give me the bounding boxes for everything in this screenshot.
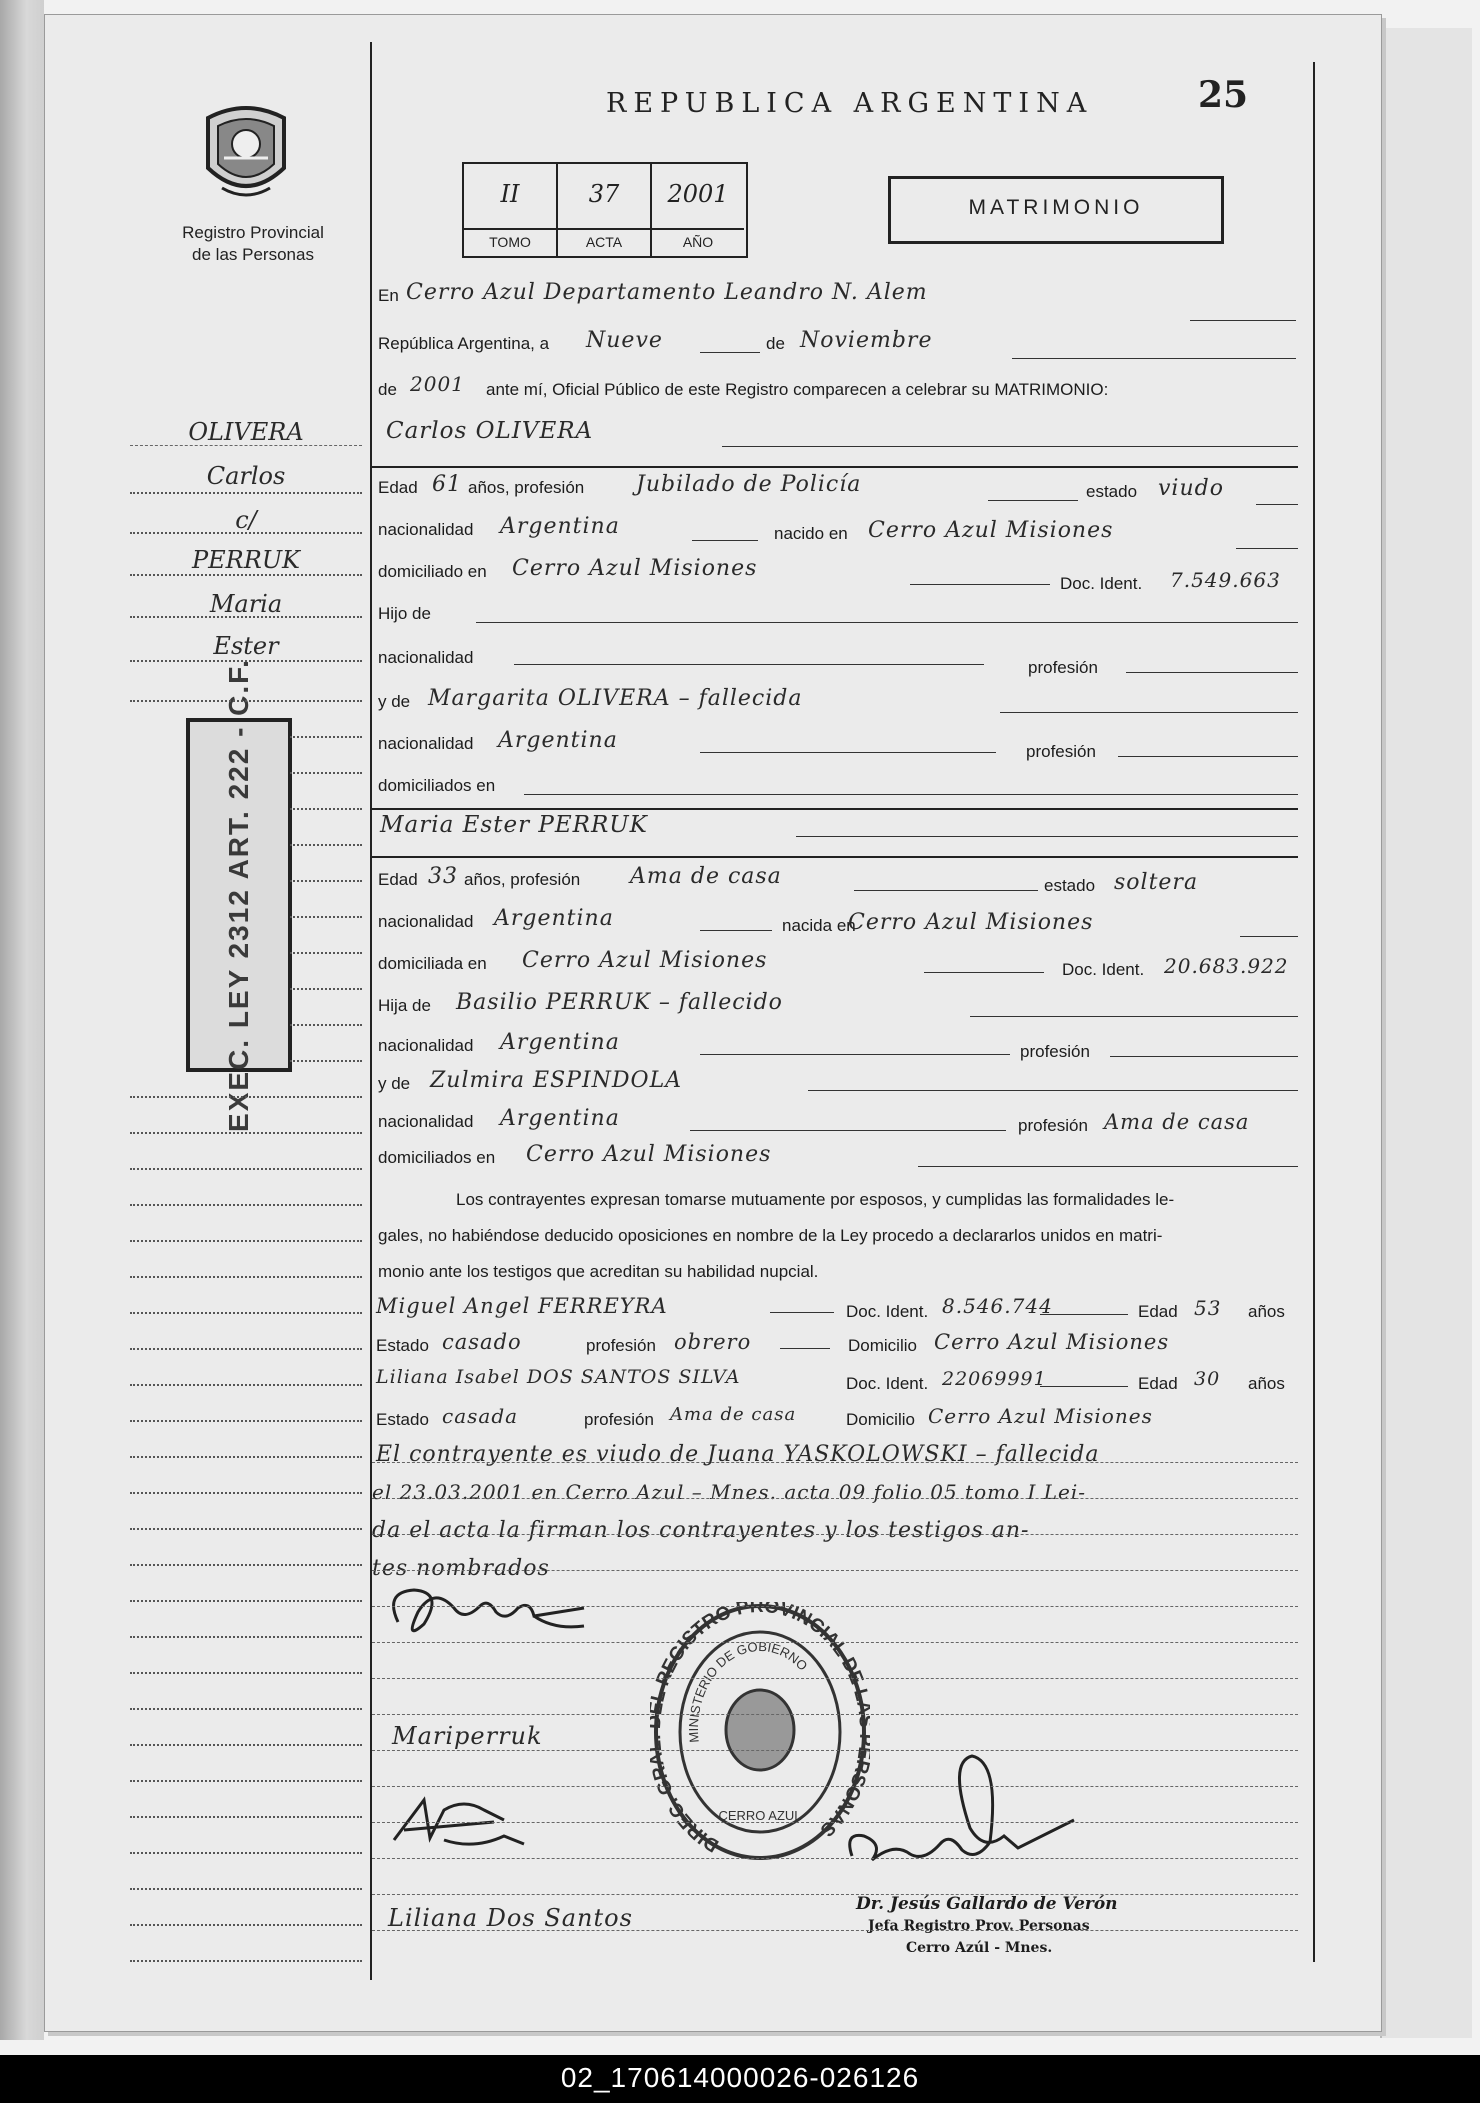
groom-profession: Jubilado de Policía: [636, 472, 862, 497]
groom-mother: Margarita OLIVERA – fallecida: [428, 686, 803, 711]
de2-label: de: [378, 380, 397, 399]
bride-mother-nat: Argentina: [500, 1106, 620, 1131]
groom-edad-label: Edad: [378, 478, 418, 497]
groom-hijo-label: Hijo de: [378, 604, 431, 623]
ruled-line: [130, 1888, 362, 1890]
intro-tail: ante mí, Oficial Público de este Registro comparecen a celebrar su MATRIMONIO:: [486, 380, 1109, 399]
witness2-age: 30: [1194, 1368, 1221, 1390]
margin-conjunction: c/: [235, 506, 257, 534]
ruled-line: [290, 808, 362, 810]
bride-domicile: Cerro Azul Misiones: [522, 948, 768, 973]
ruled-line: [130, 1636, 362, 1638]
ruled-line: [130, 1312, 362, 1314]
marriage-month: Noviembre: [800, 328, 933, 353]
ruled-line: [130, 1564, 362, 1566]
bride-estado-label: estado: [1044, 876, 1096, 895]
groom-mother-nac-label: nacionalidad: [378, 734, 474, 753]
margin-stamp: [186, 658, 292, 1132]
bride-nacida-label: nacida en: [782, 916, 856, 935]
notes-line-1: El contrayente es viudo de Juana YASKOLOWSKI – fallecida: [376, 1442, 1100, 1467]
acta-cell: [558, 164, 652, 256]
record-type-box: [888, 176, 1224, 244]
margin-surname-2: PERRUK: [192, 546, 300, 574]
witness2-doc-label: Doc. Ident.: [846, 1374, 929, 1393]
witness1-anos-label: años: [1248, 1302, 1285, 1321]
official-title: Jefa Registro Prov. Personas: [868, 1918, 1090, 1934]
ruled-line: [130, 1816, 362, 1818]
book-spine: [0, 0, 44, 2040]
ruled-line: [290, 1024, 362, 1026]
ruled-line: [130, 1744, 362, 1746]
official-seal: [650, 1602, 870, 1877]
bride-mother-prof: Ama de casa: [1104, 1110, 1250, 1134]
ruled-line: [130, 1528, 362, 1530]
ruled-line: [372, 1858, 1298, 1859]
witness1-doc: 8.546.744: [942, 1294, 1053, 1318]
registry-line-1: Registro Provincial: [182, 223, 324, 242]
ruled-line: [372, 1570, 1298, 1571]
witness1-prof-label: profesión: [586, 1336, 656, 1355]
bride-edad-label: Edad: [378, 870, 418, 889]
coat-of-arms-logo: [198, 98, 294, 208]
ruled-line: [130, 1240, 362, 1242]
ruled-line: [130, 1600, 362, 1602]
ruled-line: [130, 1852, 362, 1854]
acta-label: ACTA: [558, 228, 650, 250]
ruled-line: [130, 1096, 362, 1098]
groom-anos-label: años, profesión: [468, 478, 585, 497]
ruled-line: [290, 988, 362, 990]
witness2-prof-label: profesión: [584, 1410, 654, 1429]
witness1-domicile: Cerro Azul Misiones: [934, 1330, 1170, 1354]
margin-name-2b: Ester: [213, 632, 279, 660]
witness2-anos-label: años: [1248, 1374, 1285, 1393]
groom-yde-label: y de: [378, 692, 411, 711]
de-label: de: [766, 334, 785, 353]
groom-mother-prof-label: profesión: [1026, 742, 1096, 761]
bride-estado: soltera: [1114, 870, 1199, 895]
ruled-line: [290, 772, 362, 774]
margin-name-2a: Maria: [209, 590, 283, 618]
bride-nac-label: nacionalidad: [378, 912, 474, 931]
groom-name: Carlos OLIVERA: [386, 418, 594, 444]
ano-value: 2001: [667, 180, 729, 208]
bride-yde-label: y de: [378, 1074, 411, 1093]
registry-name: [150, 222, 356, 266]
ruled-line: [372, 1642, 1298, 1643]
ruled-line: [130, 1672, 362, 1674]
groom-doc: 7.549.663: [1170, 568, 1281, 592]
marriage-place: Cerro Azul Departamento Leandro N. Alem: [406, 280, 928, 305]
groom-birthplace: Cerro Azul Misiones: [868, 518, 1114, 543]
witness2-name: Liliana Isabel DOS SANTOS SILVA: [376, 1366, 741, 1388]
witness2-signature: Liliana Dos Santos: [388, 1904, 633, 1932]
ruled-line: [372, 1786, 1298, 1787]
margin-surname-1: OLIVERA: [188, 418, 304, 446]
document-title: REPUBLICA ARGENTINA: [606, 88, 1094, 119]
ruled-line: [372, 1678, 1298, 1679]
witness1-estado: casado: [442, 1330, 522, 1354]
declaration-line-2: gales, no habiéndose deducido oposiciones en nombre de la Ley procedo a declararlos unidos en matri-: [378, 1226, 1163, 1245]
marriage-day: Nueve: [586, 328, 663, 353]
bride-nationality: Argentina: [494, 906, 614, 931]
bride-mother-prof-label: profesión: [1018, 1116, 1088, 1135]
acta-value: 37: [588, 180, 620, 208]
declaration-line-1: Los contrayentes expresan tomarse mutuamente por esposos, y cumplidas las formalidades le-: [456, 1190, 1175, 1209]
ruled-line: [372, 1894, 1298, 1895]
witness2-edad-label: Edad: [1138, 1374, 1178, 1393]
groom-nac-label: nacionalidad: [378, 520, 474, 539]
witness1-name: Miguel Angel FERREYRA: [376, 1294, 668, 1318]
ruled-line: [372, 1930, 1298, 1931]
witness2-dom-label: Domicilio: [846, 1410, 915, 1429]
ruled-line: [290, 916, 362, 918]
witness2-estado-label: Estado: [376, 1410, 429, 1429]
groom-signature: [384, 1572, 604, 1657]
ruled-line: [130, 1780, 362, 1782]
bride-birthplace: Cerro Azul Misiones: [848, 910, 1094, 935]
notes-line-4: tes nombrados: [372, 1556, 550, 1581]
image-code: 02_170614000026-026126: [560, 2062, 920, 2093]
bride-father-nac-label: nacionalidad: [378, 1036, 474, 1055]
right-border: [1313, 62, 1315, 1962]
ruled-line: [372, 1714, 1298, 1715]
groom-estado: viudo: [1158, 476, 1224, 501]
witness1-dom-label: Domicilio: [848, 1336, 917, 1355]
official-place: Cerro Azúl - Mnes.: [906, 1940, 1053, 1956]
seal-outer-text: DIREC. GR REGISTRO PROVINCIAL DE SONAS: [650, 1602, 870, 1856]
ruled-line: [130, 1492, 362, 1494]
ruled-line: [130, 1132, 362, 1134]
ruled-line: [290, 952, 362, 954]
groom-estado-label: estado: [1086, 482, 1138, 501]
margin-stamp-text: EXEC. LEY 2312 ART. 222 - C.F.: [223, 658, 254, 1132]
witness1-estado-label: Estado: [376, 1336, 429, 1355]
margin-divider: [370, 42, 372, 1980]
ruled-line: [130, 1708, 362, 1710]
notes-line-2: el 23.03.2001 en Cerro Azul – Mnes. acta 09 folio 05 tomo I Lei-: [372, 1480, 1086, 1504]
witness1-profession: obrero: [674, 1330, 752, 1354]
seal-inner-text: MINISTERIO DE GOBIERNO: [685, 1638, 811, 1744]
bride-parents-dom: Cerro Azul Misiones: [526, 1142, 772, 1167]
groom-parents-dom-label: domiciliados en: [378, 776, 496, 795]
groom-age: 61: [432, 472, 462, 497]
witness1-signature: [384, 1790, 564, 1865]
ruled-line: [130, 1924, 362, 1926]
bride-anos-label: años, profesión: [464, 870, 581, 889]
witness1-edad-label: Edad: [1138, 1302, 1178, 1321]
groom-father-prof-label: profesión: [1028, 658, 1098, 677]
bride-signature: Mariperruk: [392, 1722, 543, 1750]
bride-dom-label: domiciliada en: [378, 954, 487, 973]
margin-name-1: Carlos: [206, 462, 286, 490]
ruled-line: [130, 1204, 362, 1206]
bride-hija-label: Hija de: [378, 996, 431, 1015]
witness2-domicile: Cerro Azul Misiones: [928, 1404, 1153, 1428]
notes-line-3: da el acta la firman los contrayentes y los testigos an-: [372, 1518, 1030, 1543]
witness2-estado: casada: [442, 1404, 519, 1428]
groom-nationality: Argentina: [500, 514, 620, 539]
bride-profession: Ama de casa: [630, 864, 782, 889]
ruled-line: [372, 1534, 1298, 1535]
groom-mother-nat: Argentina: [498, 728, 618, 753]
ruled-line: [290, 1060, 362, 1062]
declaration-line-3: monio ante los testigos que acreditan su habilidad nupcial.: [378, 1262, 819, 1281]
ruled-line: [290, 736, 362, 738]
marriage-year: 2001: [410, 372, 465, 396]
ruled-line: [372, 1750, 1298, 1751]
ruled-line: [130, 1420, 362, 1422]
ruled-line: [130, 700, 362, 702]
bride-age: 33: [428, 864, 458, 889]
witness2-doc: 22069991: [942, 1368, 1047, 1390]
bride-doc: 20.683.922: [1164, 954, 1289, 978]
groom-domicile: Cerro Azul Misiones: [512, 556, 758, 581]
witness1-doc-label: Doc. Ident.: [846, 1302, 929, 1321]
ruled-line: [372, 1606, 1298, 1607]
ruled-line: [372, 1498, 1298, 1499]
ruled-line: [290, 880, 362, 882]
groom-dom-label: domiciliado en: [378, 562, 487, 581]
bride-father-nat: Argentina: [500, 1030, 620, 1055]
ruled-line: [130, 1960, 362, 1962]
ruled-line: [130, 1276, 362, 1278]
registry-line-2: de las Personas: [192, 245, 314, 264]
page-number: 25: [1198, 74, 1249, 116]
ruled-line: [372, 1822, 1298, 1823]
ruled-line: [372, 1462, 1298, 1463]
ruled-line: [130, 1384, 362, 1386]
bride-mother: Zulmira ESPINDOLA: [430, 1068, 683, 1093]
ruled-line: [130, 1168, 362, 1170]
bride-doc-label: Doc. Ident.: [1062, 960, 1145, 979]
bride-father-prof-label: profesión: [1020, 1042, 1090, 1061]
witness1-age: 53: [1194, 1296, 1222, 1320]
ano-cell: [652, 164, 744, 256]
ruled-line: [130, 1456, 362, 1458]
groom-doc-label: Doc. Ident.: [1060, 574, 1143, 593]
republica-label: República Argentina, a: [378, 334, 550, 353]
groom-father-nac-label: nacionalidad: [378, 648, 474, 667]
record-reference-box: [462, 162, 748, 258]
tomo-value: II: [500, 180, 520, 208]
page-edge: [1380, 28, 1472, 2038]
bride-father: Basilio PERRUK – fallecido: [456, 990, 783, 1015]
official-name: Dr. Jesús Gallardo de Verón: [856, 1894, 1118, 1914]
official-signature: [844, 1732, 1084, 1887]
tomo-cell: [464, 164, 558, 256]
witness2-profession: Ama de casa: [670, 1404, 797, 1425]
bride-parents-dom-label: domiciliados en: [378, 1148, 496, 1167]
tomo-label: TOMO: [464, 228, 556, 250]
ruled-line: [290, 844, 362, 846]
en-label: En: [378, 286, 399, 305]
ruled-line: [130, 1348, 362, 1350]
bride-mother-nac-label: nacionalidad: [378, 1112, 474, 1131]
ano-label: AÑO: [652, 228, 744, 250]
bride-name: Maria Ester PERRUK: [380, 812, 648, 838]
record-type-label: MATRIMONIO: [968, 196, 1144, 219]
seal-bottom-text: CERRO AZUL: [718, 1808, 802, 1823]
groom-nacido-label: nacido en: [774, 524, 848, 543]
